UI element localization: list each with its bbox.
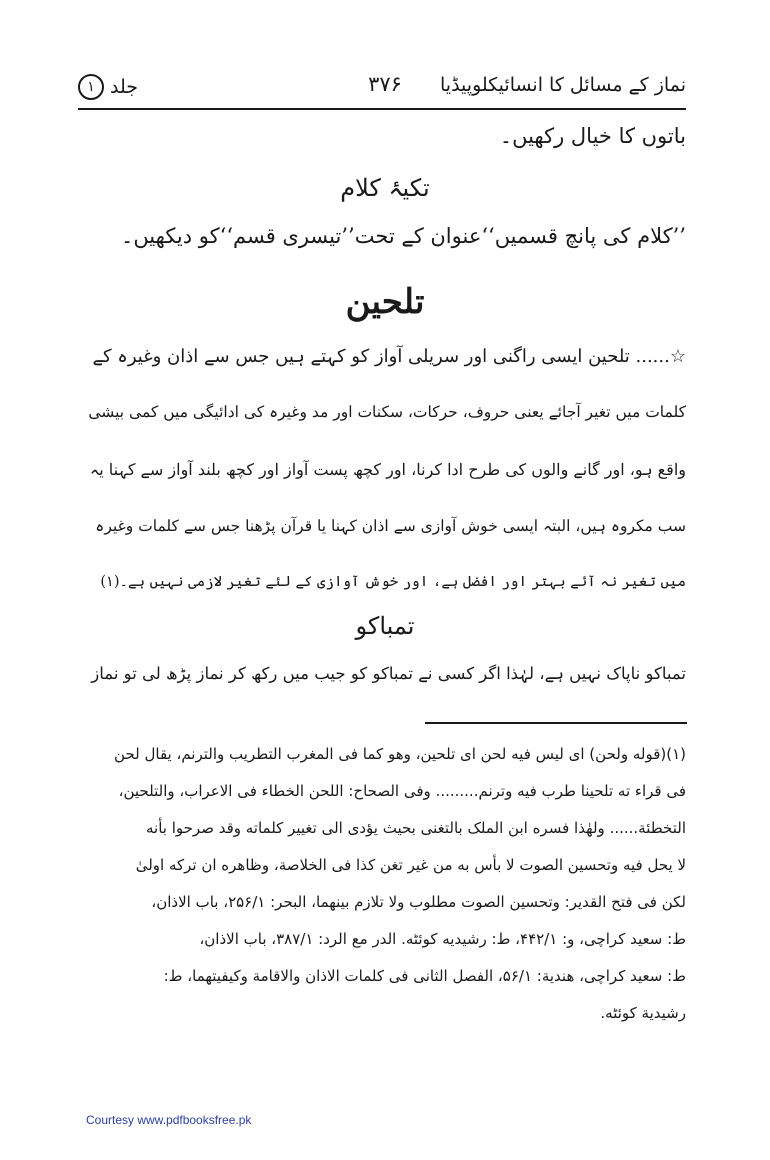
talheen-line-2: کلمات میں تغیر آجائے یعنی حروف، حرکات، سکنات اور مد وغیرہ کی ادائیگی میں کمی بیشی xyxy=(88,403,686,421)
talheen-line-1: ☆...... تلحین ایسی راگنی اور سریلی آواز کو کہتے ہیں جس سے اذان وغیرہ کے xyxy=(92,346,686,367)
footnote-line-2: فی قراء ته تلحینا طرب فیه وترنم......... وفی الصحاح: اللحن الخطاء فی الاعراب، والتلحین، xyxy=(118,782,686,800)
courtesy-link[interactable]: Courtesy www.pdfbooksfree.pk xyxy=(86,1113,252,1127)
talheen-line-5: میں تغیر نہ آئے بہتر اور افضل ہے، اور خوش آوازی کے لئے تغیر لازمی نہیں ہے۔(۱) xyxy=(100,574,686,590)
footnote-line-6: ط: سعید کراچی، و: ۴۴۲/۱، ط: رشیدیه کوئٹه. الدر مع الرد: ۳۸۷/۱، باب الاذان، xyxy=(199,930,686,948)
volume-label: جلد xyxy=(110,76,139,98)
footnote-line-4: لا یحل فیه وتحسین الصوت لا بأس به من غیر تغن کذا فی الخلاصة، وظاهره ان ترکه اولیٰ xyxy=(135,856,686,874)
footnote-line-5: لکن فی فتح القدیر: وتحسین الصوت مطلوب ولا تلازم بینهما، البحر: ۲۵۶/۱، باب الاذان، xyxy=(151,893,686,911)
section-title-tambaku: تمباکو xyxy=(355,612,415,640)
section-text-takiya-kalam: ’’کلام کی پانچ قسمیں‘‘عنوان کے تحت’’تیسری قسم‘‘کو دیکھیں۔ xyxy=(121,224,686,248)
header-divider xyxy=(78,108,686,110)
book-title: نماز کے مسائل کا انسائیکلوپیڈیا xyxy=(440,74,686,96)
talheen-line-4: سب مکروہ ہیں، البتہ ایسی خوش آوازی سے اذان کہنا یا قرآن پڑھنا جس سے کلمات وغیرہ xyxy=(95,517,686,535)
section-title-takiya-kalam: تکیۂ کلام xyxy=(340,174,430,202)
footnote-line-3: التخطئة...... ولهٰذا فسره ابن الملک بالتغنی بحیث یؤدی الی تغییر کلماته وقد صرحوا بأنه xyxy=(146,819,686,837)
continuation-text: باتوں کا خیال رکھیں۔ xyxy=(499,124,686,148)
footnote-line-7: ط: سعید کراچی، هندیة: ۵۶/۱، الفصل الثانی فی کلمات الاذان والاقامة وکیفیتهما، ط: xyxy=(163,967,686,985)
section-text-tambaku: تمباکو ناپاک نہیں ہے، لہٰذا اگر کسی نے تمباکو کو جیب میں رکھ کر نماز پڑھ لی تو نماز xyxy=(91,664,686,683)
footnote-divider xyxy=(425,722,687,724)
page-header xyxy=(78,70,686,112)
volume-number: ۱ xyxy=(78,74,104,100)
footnote-line-8: رشیدیة کوئٹه. xyxy=(600,1004,686,1022)
section-title-talheen: تلحین xyxy=(345,282,425,322)
page-number: ۳۷۶ xyxy=(368,72,402,96)
talheen-line-3: واقع ہو، اور گانے والوں کی طرح ادا کرنا، اور کچھ پست آواز اور کچھ بلند آواز سے کہنا یہ xyxy=(89,460,686,479)
footnote-line-1: (۱)(قوله ولحن) ای لیس فیه لحن ای تلحین، وهو کما فی المغرب التطریب والترنم، یقال لحن xyxy=(114,745,686,763)
volume-indicator xyxy=(78,74,138,100)
